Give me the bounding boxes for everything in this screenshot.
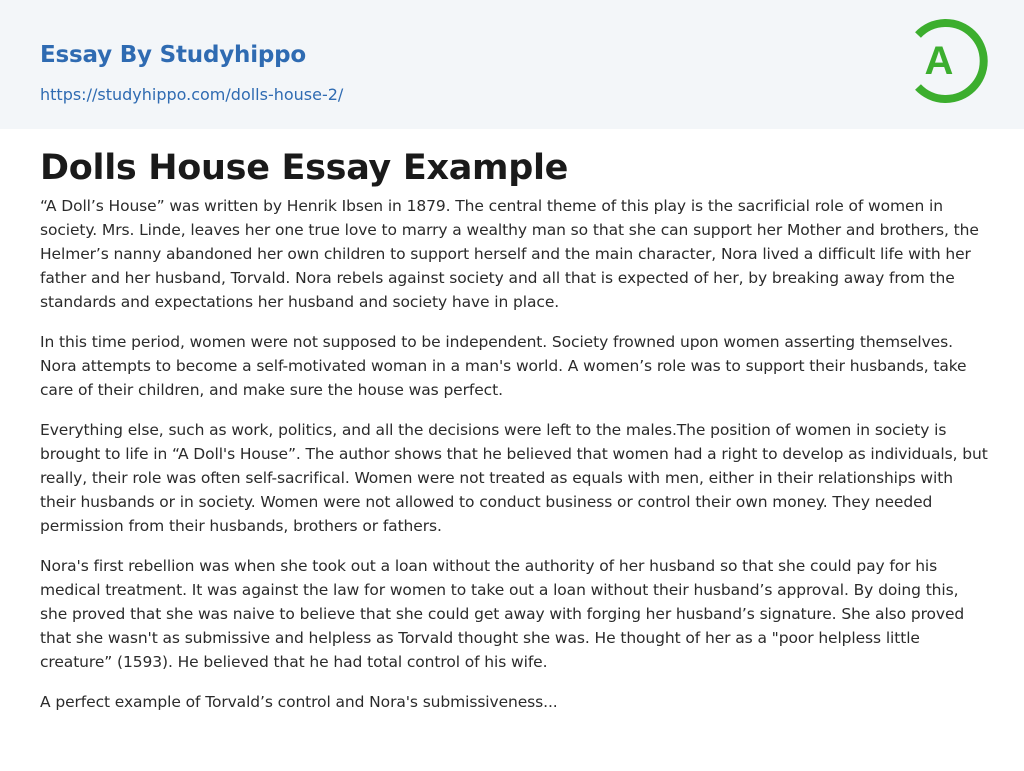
paragraph: In this time period, women were not supposed to be independent. Society frowned upon women asserting themselves. Nora attempts to become a self-motivated woman in a man's world. A women’s role was to support their husbands, take care of their children, and make sure the house was perfect. <box>40 333 967 399</box>
studyhippo-logo-icon <box>909 17 989 105</box>
paragraph: Nora's first rebellion was when she took out a loan without the authority of her husband so that she could pay for his medical treatment. It was against the law for women to take out a loan without their husband’s approval. By doing this, she proved that she was naive to believe that she could get away with forging her husband’s signature. She also proved that she wasn't as submissive and helpless as Torvald thought she was. He thought of her as a "poor helpless little creature” (1593). He believed that he had total control of his wife. <box>40 557 965 671</box>
logo-letter: A <box>924 39 954 83</box>
site-title: Essay By Studyhippo <box>40 42 307 68</box>
essay-body <box>40 194 988 730</box>
paragraph: A perfect example of Torvald’s control and Nora's submissiveness... <box>40 693 558 711</box>
page-title: Dolls House Essay Example <box>40 148 569 188</box>
paragraph: Everything else, such as work, politics, and all the decisions were left to the males.The position of women in society is brought to life in “A Doll's House”. The author shows that he believed that women had a right to develop as individuals, but really, their role was often self-sacrifical. Women were not treated as equals with men, either in their relationships with their husbands or in society. Women were not allowed to conduct business or control their own money. They needed permission from their husbands, brothers or fathers. <box>40 421 988 535</box>
source-url-link[interactable]: https://studyhippo.com/dolls-house-2/ <box>40 85 344 104</box>
paragraph: “A Doll’s House” was written by Henrik Ibsen in 1879. The central theme of this play is the sacrificial role of women in society. Mrs. Linde, leaves her one true love to marry a wealthy man so that she can support her Mother and brothers, the Helmer’s nanny abandoned her own children to support herself and the main character, Nora lived a difficult life with her father and her husband, Torvald. Nora rebels against society and all that is expected of her, by breaking away from the standards and expectations her husband and society have in place. <box>40 197 979 311</box>
